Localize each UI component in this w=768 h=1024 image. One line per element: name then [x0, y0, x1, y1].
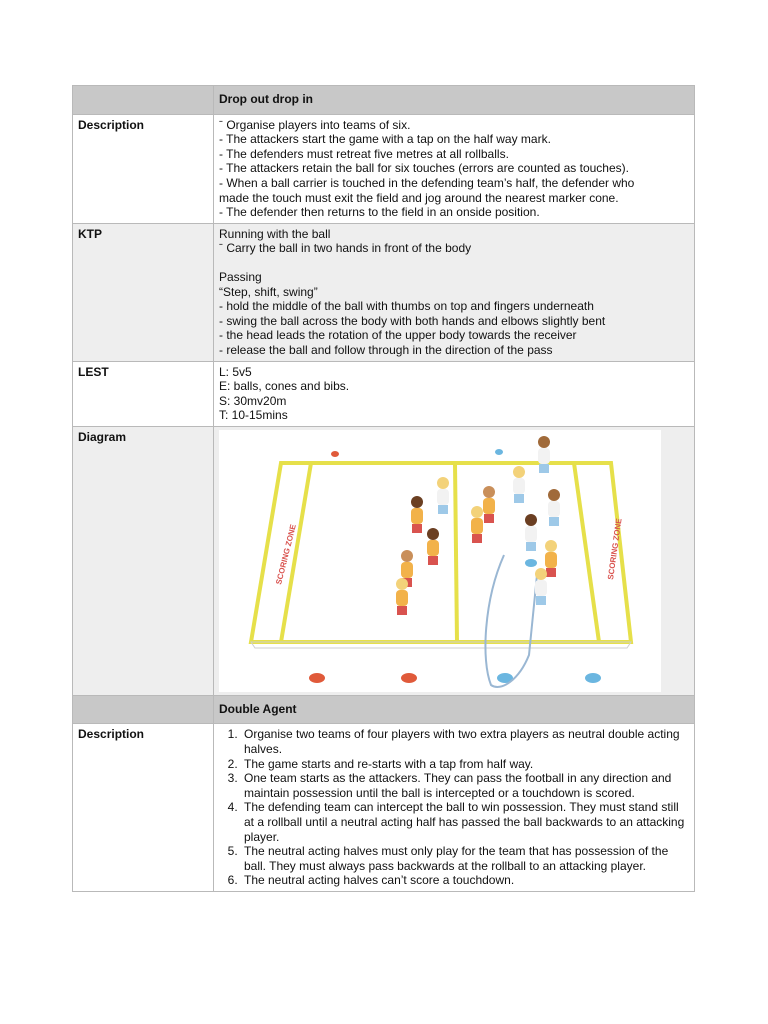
steps-list — [219, 727, 689, 888]
ktp-passing-point: - the head leads the rotation of the upper body towards the receiver — [219, 328, 577, 343]
drill-title: Drop out drop in — [214, 86, 695, 115]
drill-title: Double Agent — [214, 695, 695, 724]
ktp-passing-point: - release the ball and follow through in the direction of the pass — [219, 342, 553, 357]
step-item: 1. Organise two teams of four players with two extra players as neutral double acting halves. — [241, 727, 689, 756]
diagram-label: Diagram — [73, 426, 214, 695]
lest-line: L: 5v5 — [219, 364, 252, 379]
description-label: Description — [73, 724, 214, 892]
step-item: 5. The neutral acting halves must only play for the team that has possession of the ball. They must always pass backwards at the rollball to an attacking player. — [241, 844, 689, 873]
scoring-zone-right: SCORING ZONE — [606, 517, 624, 581]
ktp-cell — [214, 223, 695, 361]
ktp-passing-heading: Passing — [219, 269, 262, 284]
ktp-label: KTP — [73, 223, 214, 361]
lest-line: S: 30mv20m — [219, 393, 287, 408]
drill-table — [72, 85, 695, 892]
lest-label: LEST — [73, 361, 214, 426]
description-cell — [214, 114, 695, 223]
ktp-passing-quote: “Step, shift, swing” — [219, 284, 318, 299]
step-item: 4. The defending team can intercept the ball to win possession. They must stand still at a rollball until a neutral acting half has passed the ball backwards to an attacking player. — [241, 800, 689, 844]
description-label: Description — [73, 114, 214, 223]
lest-cell — [214, 361, 695, 426]
step-item: 2. The game starts and re-starts with a tap from half way. — [241, 757, 689, 772]
ktp-running-heading: Running with the ball — [219, 226, 331, 241]
description-line: ˉ Organise players into teams of six. — [219, 117, 411, 132]
steps-cell — [214, 724, 695, 892]
description-line: made the touch must exit the field and jog around the nearest marker cone. — [219, 190, 619, 205]
ktp-passing-point: - hold the middle of the ball with thumbs on top and fingers underneath — [219, 299, 594, 314]
halfway-line — [455, 463, 457, 642]
diagram-cell — [214, 426, 695, 695]
description-line: - When a ball carrier is touched in the defending team’s half, the defender who — [219, 175, 635, 190]
drill-header-row — [73, 86, 695, 115]
scoring-zone-left: SCORING ZONE — [274, 523, 298, 586]
description-line: - The attackers start the game with a tap on the half way mark. — [219, 132, 551, 147]
step-item: 3. One team starts as the attackers. They can pass the football in any direction and maintain possession until the ball is intercepted or a touchdown is scored. — [241, 771, 689, 800]
description-row — [73, 114, 695, 223]
ktp-passing-point: - swing the ball across the body with both hands and elbows slightly bent — [219, 313, 606, 328]
description-line: - The attackers retain the ball for six touches (errors are counted as touches). — [219, 161, 629, 176]
lest-line: E: balls, cones and bibs. — [219, 379, 350, 394]
description-row — [73, 724, 695, 892]
drill-header-row — [73, 695, 695, 724]
field-diagram — [219, 430, 661, 692]
ktp-row — [73, 223, 695, 361]
description-line: - The defenders must retreat five metres at all rollballs. — [219, 146, 509, 161]
lest-row — [73, 361, 695, 426]
description-line: - The defender then returns to the field in an onside position. — [219, 205, 540, 220]
lest-line: T: 10-15mins — [219, 408, 288, 423]
diagram-row — [73, 426, 695, 695]
ktp-running-point: ˉ Carry the ball in two hands in front of the body — [219, 241, 472, 256]
step-item: 6. The neutral acting halves can’t score a touchdown. — [241, 873, 689, 888]
